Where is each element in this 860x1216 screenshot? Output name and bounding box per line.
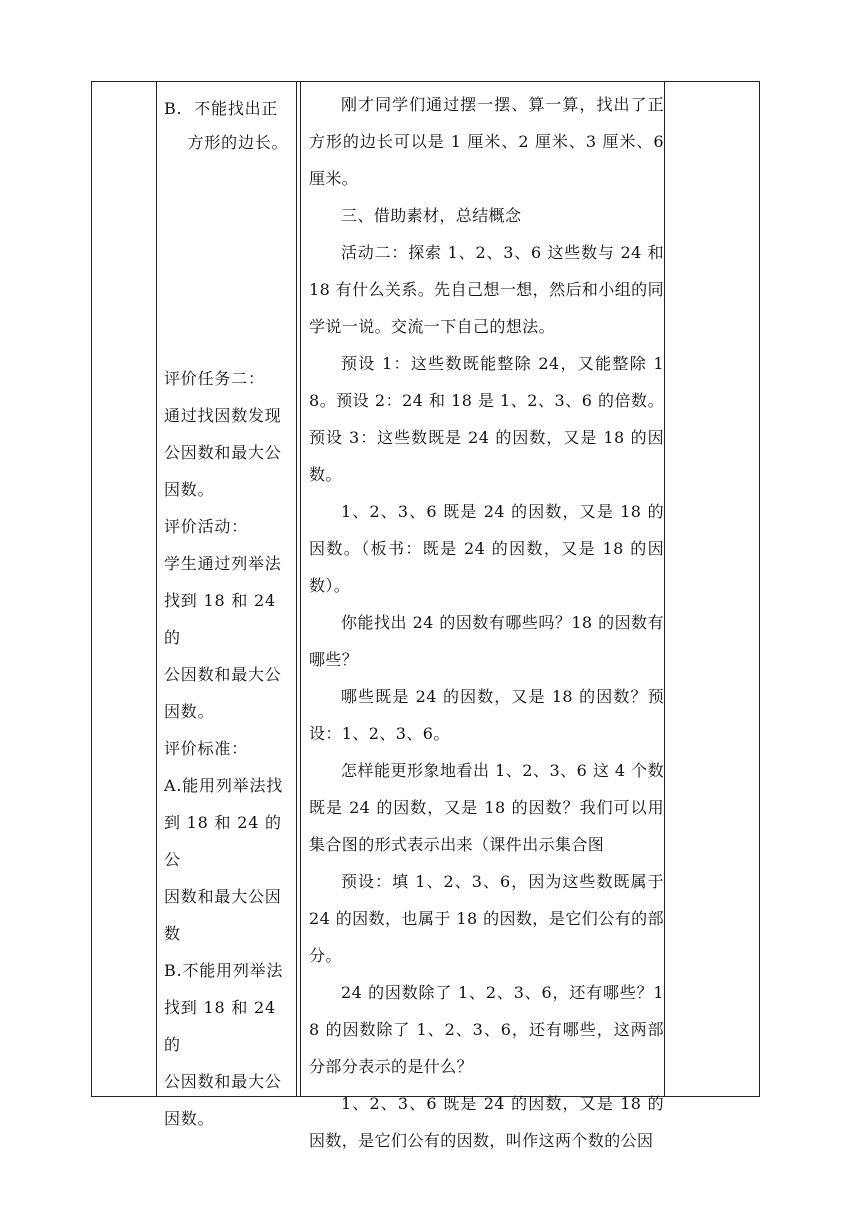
teaching-process-column	[309, 81, 664, 1159]
assessment-line: 评价标准：	[164, 739, 249, 758]
column-divider-2	[296, 81, 301, 1097]
process-paragraph: 1、2、3、6 既是 24 的因数，又是 18 的因数。（板书：既是 24 的因数，又是 18 的因数）。	[309, 502, 664, 595]
assessment-line: 方形的边长。	[164, 133, 289, 152]
process-paragraph: 怎样能更形象地看出 1、2、3、6 这 4 个数既是 24 的因数，又是 18 的因数？我们可以用集合图的形式表示出来（课件出示集合图	[309, 761, 664, 854]
process-paragraph: 预设 1：这些数既能整除 24，又能整除 18。预设 2：24 和 18 是 1、2、3、6 的倍数。预设 3：这些数既是 24 的因数，又是 18 的因数。	[309, 354, 664, 484]
assessment-line: A.能用列举法找	[164, 776, 284, 795]
assessment-line: 公因数和最大公	[164, 443, 282, 462]
assessment-line: 评价任务二：	[164, 369, 265, 388]
assessment-spacer	[164, 160, 290, 361]
assessment-line: 因数。	[164, 702, 215, 721]
assessment-line: 因数和最大公因	[164, 887, 282, 906]
column-divider-1	[156, 81, 157, 1097]
assessment-line: 公因数和最大公	[164, 665, 282, 684]
process-paragraph: 你能找出 24 的因数有哪些吗？18 的因数有哪些？	[309, 613, 664, 669]
process-paragraph: 刚才同学们通过摆一摆、算一算，找出了正方形的边长可以是 1 厘米、2 厘米、3 厘米、6 厘米。	[309, 95, 664, 188]
assessment-column	[164, 81, 290, 1137]
process-paragraph: 预设：填 1、2、3、6，因为这些数既属于 24 的因数，也属于 18 的因数，是它们公有的部分。	[309, 872, 664, 965]
assessment-line: 因数。	[164, 1109, 215, 1128]
process-paragraph: 哪些既是 24 的因数，又是 18 的因数？预设：1、2、3、6。	[309, 687, 664, 743]
assessment-line: 找到 18 和 24 的	[164, 591, 282, 647]
column-divider-3	[664, 81, 665, 1097]
process-paragraph: 1、2、3、6 既是 24 的因数，又是 18 的因数，是它们公有的因数，叫作这两个数的公因	[309, 1094, 664, 1150]
assessment-line: 到 18 和 24 的公	[164, 813, 282, 869]
section-heading: 三、借助素材，总结概念	[341, 206, 522, 225]
assessment-line: 评价活动：	[164, 517, 249, 536]
assessment-line: B.不能用列举法	[164, 961, 284, 980]
assessment-line: B. 不能找出正	[164, 99, 279, 118]
assessment-line: 通过找因数发现	[164, 406, 282, 425]
assessment-line: 找到 18 和 24 的	[164, 998, 282, 1054]
assessment-line: 因数。	[164, 480, 215, 499]
assessment-line: 数	[164, 924, 181, 943]
assessment-line: 学生通过列举法	[164, 554, 282, 573]
assessment-line: 公因数和最大公	[164, 1072, 282, 1091]
process-paragraph: 活动二：探索 1、2、3、6 这些数与 24 和 18 有什么关系。先自己想一想，然后和小组的同学说一说。交流一下自己的想法。	[309, 243, 664, 336]
process-paragraph: 24 的因数除了 1、2、3、6，还有哪些？18 的因数除了 1、2、3、6，还有哪些，这两部分部分表示的是什么？	[309, 983, 664, 1076]
